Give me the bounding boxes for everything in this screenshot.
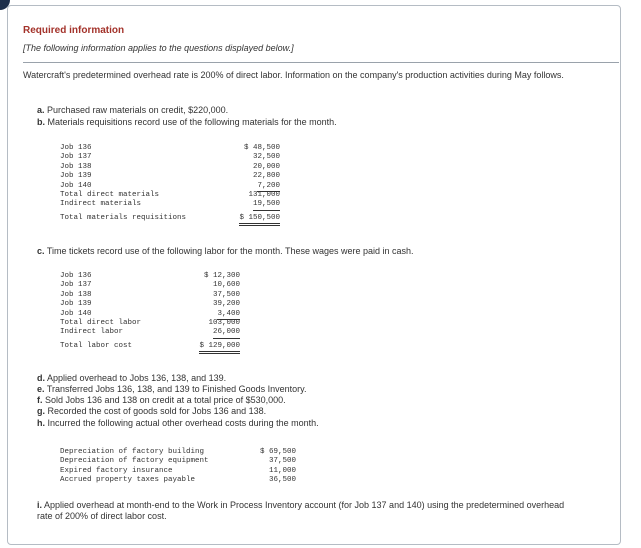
item-e bbox=[37, 384, 307, 395]
divider bbox=[23, 62, 619, 63]
row-label: Total direct labor bbox=[60, 318, 142, 327]
item-d bbox=[37, 373, 226, 384]
table-row bbox=[60, 191, 280, 200]
item-text: Time tickets record use of the following labor for the month. These wages were paid in cash. bbox=[46, 246, 414, 256]
row-amount: $ 48,500 bbox=[243, 144, 280, 152]
row-amount: 37,500 bbox=[212, 290, 240, 299]
item-letter: d. bbox=[37, 373, 45, 383]
item-f bbox=[37, 395, 286, 406]
item-c bbox=[37, 246, 414, 257]
row-label: Indirect materials bbox=[60, 200, 142, 209]
row-amount: 36,500 bbox=[268, 476, 296, 485]
item-a bbox=[37, 105, 228, 116]
table-row bbox=[60, 272, 240, 281]
materials-table bbox=[60, 144, 280, 223]
item-letter: b. bbox=[37, 117, 45, 127]
table-row bbox=[60, 291, 240, 300]
row-amount: $ 129,000 bbox=[199, 342, 240, 354]
row-label: Accrued property taxes payable bbox=[60, 476, 196, 485]
row-amount: 103,000 bbox=[208, 318, 240, 327]
item-letter: a. bbox=[37, 105, 45, 115]
row-label: Total direct materials bbox=[60, 190, 160, 199]
row-label: Depreciation of factory building bbox=[60, 448, 205, 456]
intro-text: Watercraft's predetermined overhead rate is 200% of direct labor. Information on the company's production activities during May follows. bbox=[23, 70, 564, 80]
table-row bbox=[60, 153, 280, 162]
row-amount: 7,200 bbox=[257, 182, 280, 192]
item-text: Sold Jobs 136 and 138 on credit at a total price of $530,000. bbox=[45, 395, 286, 405]
row-amount: $ 69,500 bbox=[259, 448, 296, 456]
item-text: Recorded the cost of goods sold for Jobs 136 and 138. bbox=[47, 406, 267, 416]
item-letter: f. bbox=[37, 395, 43, 405]
row-label: Job 136 bbox=[60, 144, 92, 152]
required-information-panel bbox=[7, 5, 621, 545]
row-label: Job 136 bbox=[60, 272, 92, 280]
table-row bbox=[60, 476, 296, 485]
row-label: Indirect labor bbox=[60, 328, 124, 337]
row-label: Job 137 bbox=[60, 153, 92, 162]
item-text: Purchased raw materials on credit, $220,000. bbox=[47, 105, 229, 115]
item-text: Applied overhead to Jobs 136, 138, and 139. bbox=[47, 373, 227, 383]
item-i bbox=[37, 500, 577, 522]
table-row bbox=[60, 448, 296, 457]
item-b bbox=[37, 117, 337, 128]
row-amount: 10,600 bbox=[212, 281, 240, 290]
item-letter: i. bbox=[37, 500, 43, 510]
item-text: Materials requisitions record use of the following materials for the month. bbox=[47, 117, 337, 127]
table-row bbox=[60, 328, 240, 337]
table-row bbox=[60, 200, 280, 209]
row-amount: 11,000 bbox=[268, 466, 296, 475]
panel-subtitle: [The following information applies to the questions displayed below.] bbox=[23, 43, 294, 53]
table-row bbox=[60, 300, 240, 309]
row-amount: $ 150,500 bbox=[239, 214, 280, 226]
item-letter: c. bbox=[37, 246, 45, 256]
overhead-table bbox=[60, 448, 296, 486]
item-h bbox=[37, 418, 319, 429]
item-letter: h. bbox=[37, 418, 45, 428]
row-label: Job 137 bbox=[60, 281, 92, 290]
table-row bbox=[60, 281, 240, 290]
row-amount: 3,400 bbox=[217, 310, 240, 320]
row-amount: 37,500 bbox=[268, 457, 296, 466]
row-amount: $ 12,300 bbox=[203, 272, 240, 280]
row-label: Job 138 bbox=[60, 290, 92, 299]
row-label: Total labor cost bbox=[60, 341, 133, 350]
labor-table bbox=[60, 272, 240, 351]
table-row-total bbox=[60, 214, 280, 223]
row-label: Job 139 bbox=[60, 300, 92, 309]
table-row bbox=[60, 182, 280, 191]
row-amount: 19,500 bbox=[253, 200, 280, 210]
row-amount: 32,500 bbox=[252, 153, 280, 162]
row-label: Total materials requisitions bbox=[60, 213, 187, 222]
row-label: Job 140 bbox=[60, 309, 92, 318]
table-row bbox=[60, 172, 280, 181]
item-g bbox=[37, 406, 266, 417]
row-label: Depreciation of factory equipment bbox=[60, 457, 209, 466]
table-row bbox=[60, 457, 296, 466]
row-label: Job 140 bbox=[60, 181, 92, 190]
row-amount: 20,000 bbox=[252, 162, 280, 171]
table-row bbox=[60, 310, 240, 319]
row-label: Expired factory insurance bbox=[60, 466, 173, 475]
table-row bbox=[60, 319, 240, 328]
table-row bbox=[60, 163, 280, 172]
table-row bbox=[60, 467, 296, 476]
row-amount: 22,800 bbox=[252, 172, 280, 181]
item-letter: g. bbox=[37, 406, 45, 416]
row-label: Job 139 bbox=[60, 172, 92, 181]
panel-title: Required information bbox=[23, 25, 125, 36]
item-text: Transferred Jobs 136, 138, and 139 to Finished Goods Inventory. bbox=[46, 384, 307, 394]
table-row-total bbox=[60, 342, 240, 351]
row-amount: 39,200 bbox=[212, 300, 240, 309]
item-text: Applied overhead at month-end to the Work in Process Inventory account (for Job 137 and 140) using the predetermined overhead rate of 200% of direct labor cost. bbox=[37, 500, 565, 521]
item-letter: e. bbox=[37, 384, 45, 394]
table-row bbox=[60, 144, 280, 153]
item-text: Incurred the following actual other overhead costs during the month. bbox=[47, 418, 319, 428]
row-amount: 26,000 bbox=[213, 328, 240, 338]
row-label: Job 138 bbox=[60, 162, 92, 171]
row-amount: 131,000 bbox=[248, 190, 280, 199]
